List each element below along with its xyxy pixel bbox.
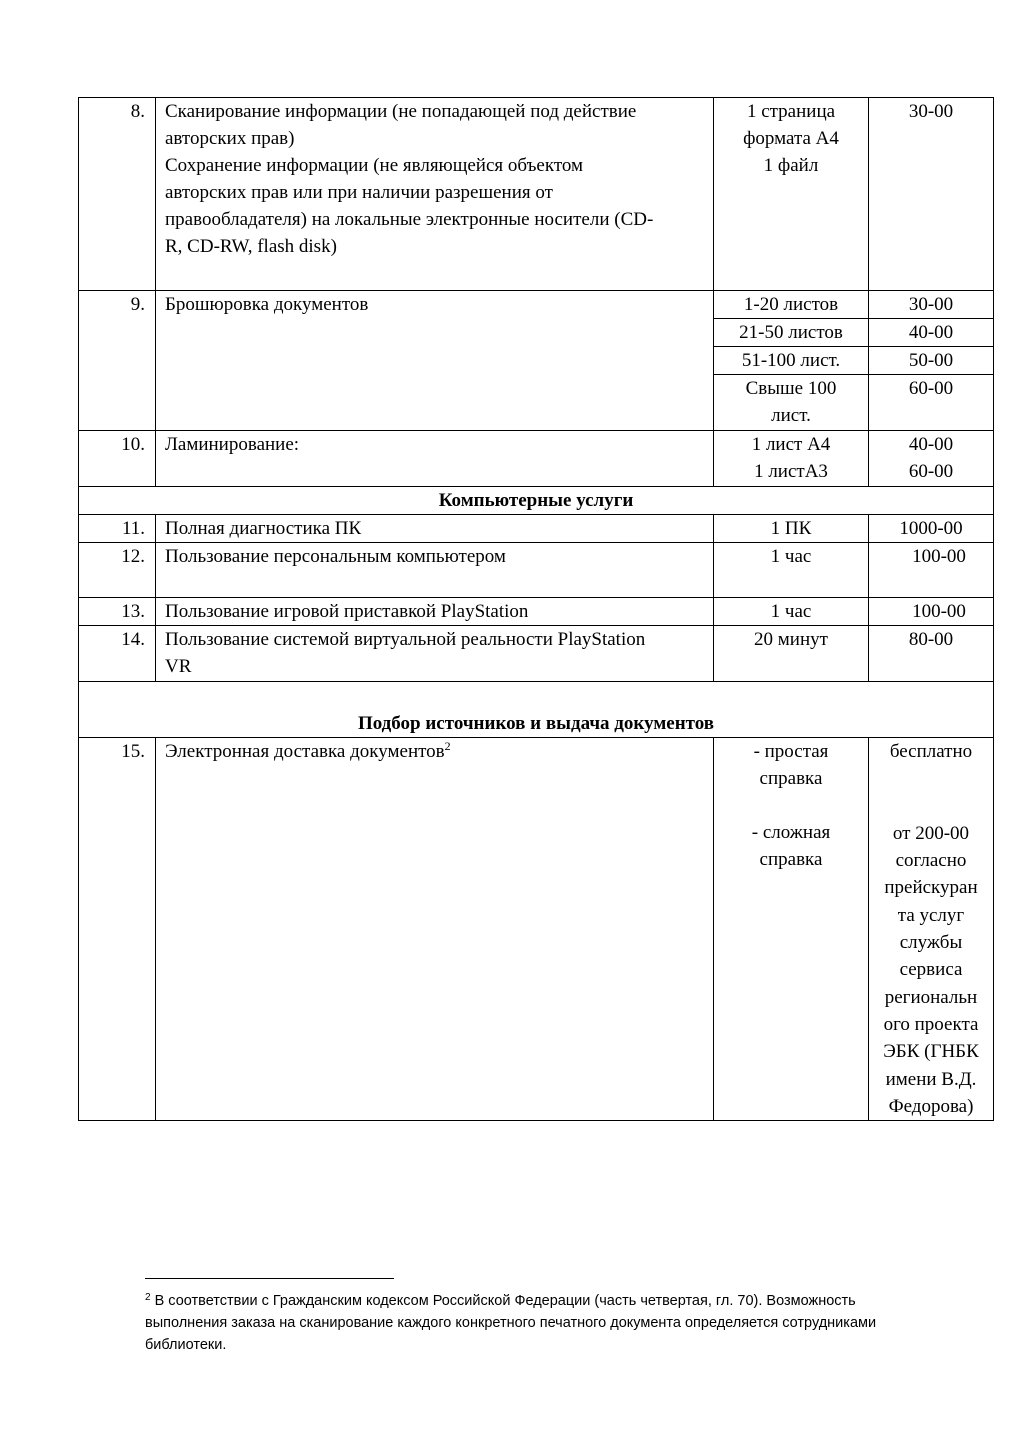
service-price: 60-00 bbox=[869, 375, 994, 431]
service-unit: Свыше 100 лист. bbox=[714, 375, 869, 431]
service-price: 80-00 bbox=[869, 626, 994, 682]
service-price: 30-00 bbox=[869, 291, 994, 319]
service-price: 50-00 bbox=[869, 347, 994, 375]
service-price: 100-00 bbox=[869, 543, 994, 598]
service-price: 100-00 bbox=[869, 598, 994, 626]
table-row bbox=[79, 598, 994, 626]
table-row bbox=[79, 515, 994, 543]
row-number: 12. bbox=[79, 543, 156, 598]
row-number: 13. bbox=[79, 598, 156, 626]
service-unit: 1 страница формата А4 1 файл bbox=[714, 98, 869, 291]
row-number: 15. bbox=[79, 738, 156, 1121]
footnote-mark: 2 bbox=[145, 1292, 151, 1303]
service-unit: 51-100 лист. bbox=[714, 347, 869, 375]
service-unit: 1 час bbox=[714, 543, 869, 598]
service-description: Электронная доставка документов$^2$ bbox=[156, 738, 714, 1121]
service-unit: 1-20 листов bbox=[714, 291, 869, 319]
service-price: 30-00 bbox=[869, 98, 994, 291]
footnote-line: выполнения заказа на сканирование каждого конкретного печатного документа определяется сотрудниками bbox=[145, 1315, 877, 1331]
service-unit: 21-50 листов bbox=[714, 319, 869, 347]
service-price: 40-00 bbox=[869, 319, 994, 347]
row-number: 9. bbox=[79, 291, 156, 431]
section-row bbox=[79, 682, 994, 738]
table-row bbox=[79, 431, 994, 487]
footnote-line: библиотеки. bbox=[145, 1337, 227, 1353]
footnote-reference: 2 bbox=[444, 739, 451, 753]
service-price: 40-00 60-00 bbox=[869, 431, 994, 487]
section-heading-sources: Подбор источников и выдача документов bbox=[79, 682, 994, 738]
service-description: Пользование игровой приставкой PlayStation bbox=[156, 598, 714, 626]
footnote-line: $^2$ В соответствии с Гражданским кодексом Российской Федерации (часть четвертая, гл. 70). Возможность bbox=[145, 1292, 856, 1309]
service-unit: - простая справка - сложная справка bbox=[714, 738, 869, 1121]
table-row bbox=[79, 738, 994, 1121]
service-price: бесплатно от 200-00 согласно прейскуран та услуг службы сервиса региональн ого проекта ЭБК (ГНБК имени В.Д. Федорова) bbox=[869, 738, 994, 1121]
row-number: 10. bbox=[79, 431, 156, 487]
service-description: Ламинирование: bbox=[156, 431, 714, 487]
price-table bbox=[78, 97, 994, 1121]
service-description: Пользование системой виртуальной реальности PlayStation VR bbox=[156, 626, 714, 682]
service-description: Сканирование информации (не попадающей под действие авторских прав) Сохранение информации (не являющейся объектом авторских прав или при наличии разрешения от правообладателя) на локальные электронные носители (CD- R, CD-RW, flash disk) bbox=[156, 98, 714, 291]
row-number: 11. bbox=[79, 515, 156, 543]
service-unit: 1 лист А4 1 листА3 bbox=[714, 431, 869, 487]
service-description: Брошюровка документов bbox=[156, 291, 714, 431]
table-row bbox=[79, 98, 994, 291]
row-number: 14. bbox=[79, 626, 156, 682]
service-unit: 1 час bbox=[714, 598, 869, 626]
footnote bbox=[145, 1290, 953, 1356]
section-heading-computer-services: Компьютерные услуги bbox=[79, 487, 994, 515]
service-unit: 20 минут bbox=[714, 626, 869, 682]
service-description: Полная диагностика ПК bbox=[156, 515, 714, 543]
table-row bbox=[79, 543, 994, 598]
footnote-separator bbox=[145, 1278, 394, 1279]
service-unit: 1 ПК bbox=[714, 515, 869, 543]
service-price: 1000-00 bbox=[869, 515, 994, 543]
service-description: Пользование персональным компьютером bbox=[156, 543, 714, 598]
section-row bbox=[79, 487, 994, 515]
row-number: 8. bbox=[79, 98, 156, 291]
table-row bbox=[79, 626, 994, 682]
table-row bbox=[79, 291, 994, 319]
